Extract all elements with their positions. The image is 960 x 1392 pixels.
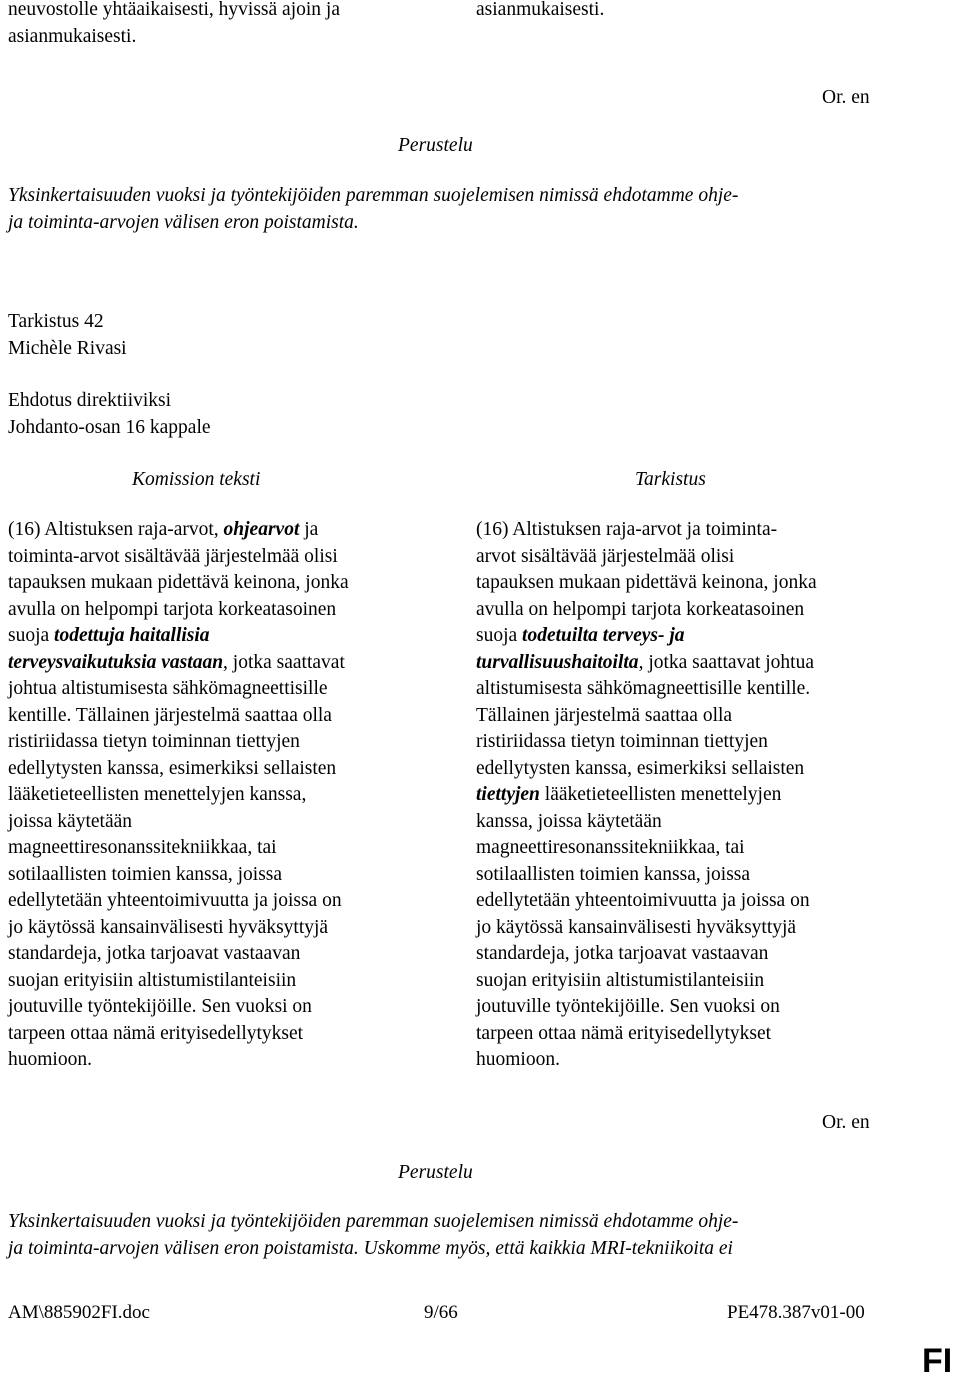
amendment-column-heading: Tarkistus	[635, 469, 706, 490]
changed-text: turvallisuushaitoilta	[476, 651, 639, 673]
text-line: joissa käytetään	[8, 810, 132, 832]
added-text: tiettyjen	[476, 784, 540, 805]
changed-text: todetuilta terveys- ja	[522, 625, 685, 646]
text-line: avulla on helpompi tarjota korkeatasoinen	[8, 598, 337, 620]
text-line: Yksinkertaisuuden vuoksi ja työntekijöiden paremman suojelemisen nimissä ehdotamme ohje-	[8, 1211, 739, 1232]
text-line: (16) Altistuksen raja-arvot ja toiminta-	[476, 519, 778, 540]
or-en-label: Or. en	[822, 1112, 870, 1133]
top-left-continuation	[8, 0, 340, 50]
or-en-label: Or. en	[822, 87, 870, 108]
text-line: turvallisuushaitoilta, jotka saattavat johtua	[476, 651, 815, 673]
text-line: edellytysten kanssa, esimerkiksi sellaisten	[476, 757, 805, 779]
text-line: neuvostolle yhtäaikaisesti, hyvissä ajoin ja	[8, 0, 340, 20]
amendment-title: Tarkistus 42	[8, 311, 104, 332]
footer-page-number: 9/66	[424, 1302, 458, 1323]
text-line: kentille. Tällainen järjestelmä saattaa olla	[8, 704, 332, 726]
text-line: sotilaallisten toimien kanssa, joissa	[476, 863, 751, 885]
top-right-continuation	[476, 0, 604, 24]
justification-2	[8, 1209, 738, 1262]
text-line: suoja todettuja haitallisia	[8, 625, 210, 646]
perustelu-heading: Perustelu	[398, 1162, 473, 1183]
commission-text-column	[8, 517, 349, 1074]
text-line: suoja todetuilta terveys- ja	[476, 625, 685, 646]
text-line: ristiriidassa tietyn toiminnan tiettyjen	[8, 731, 300, 752]
text-line: ristiriidassa tietyn toiminnan tiettyjen	[476, 731, 768, 752]
text-line: ja toiminta-arvojen välisen eron poistamista. Uskomme myös, että kaikkia MRI-tekniikoita ei	[8, 1237, 733, 1259]
text-line: tiettyjen lääketieteellisten menettelyjen	[476, 784, 782, 805]
text-line: tarpeen ottaa nämä erityisedellytykset	[476, 1022, 772, 1044]
footer-doc-ref: AM\885902FI.doc	[8, 1302, 150, 1323]
text-line: arvot sisältävää järjestelmää olisi	[476, 545, 735, 567]
text-line: Tällainen järjestelmä saattaa olla	[476, 704, 733, 726]
text-line: tarpeen ottaa nämä erityisedellytykset	[8, 1022, 304, 1044]
text-line: huomioon.	[8, 1049, 92, 1070]
text-line: edellytetään yhteentoimivuutta ja joissa on	[8, 890, 342, 911]
text-line: suojan erityisiin altistumistilanteisiin	[8, 969, 297, 991]
text-line: avulla on helpompi tarjota korkeatasoinen	[476, 598, 805, 620]
text-line: ja toiminta-arvojen välisen eron poistamista.	[8, 211, 359, 233]
text-line: standardeja, jotka tarjoavat vastaavan	[8, 943, 301, 964]
justification-1	[8, 183, 738, 236]
text-line: asianmukaisesti.	[476, 0, 605, 20]
amendment-text-column	[476, 517, 817, 1074]
recital-ref: Johdanto-osan 16 kappale	[8, 416, 211, 438]
text-line: edellytetään yhteentoimivuutta ja joissa on	[476, 890, 810, 911]
text-line: (16) Altistuksen raja-arvot, ohjearvot ja	[8, 519, 319, 540]
perustelu-heading: Perustelu	[398, 135, 473, 156]
text-line: jo käytössä kansainvälisesti hyväksyttyjä	[476, 916, 797, 938]
changed-text: terveysvaikutuksia vastaan	[8, 651, 224, 673]
text-line: altistumisesta sähkömagneettisille kentille.	[476, 678, 811, 699]
text-line: joutuville työntekijöille. Sen vuoksi on	[476, 996, 780, 1017]
text-line: Yksinkertaisuuden vuoksi ja työntekijöiden paremman suojelemisen nimissä ehdotamme ohje-	[8, 185, 739, 206]
commission-text-heading: Komission teksti	[132, 469, 261, 490]
text-line: terveysvaikutuksia vastaan, jotka saattavat	[8, 651, 345, 673]
changed-text: todettuja haitallisia	[54, 625, 210, 646]
text-line: johtua altistumisesta sähkömagneettisille	[8, 678, 328, 699]
amendment-author: Michèle Rivasi	[8, 337, 127, 359]
text-line: toiminta-arvot sisältävää järjestelmää olisi	[8, 545, 338, 567]
amendment-header	[8, 309, 127, 362]
text-line: standardeja, jotka tarjoavat vastaavan	[476, 943, 769, 964]
text-line: sotilaallisten toimien kanssa, joissa	[8, 863, 283, 885]
proposal-title: Ehdotus direktiiviksi	[8, 390, 172, 411]
text-line: magneettiresonanssitekniikkaa, tai	[8, 837, 277, 858]
deleted-text: ohjearvot	[223, 519, 300, 540]
text-line: asianmukaisesti.	[8, 25, 137, 47]
text-line: joutuville työntekijöille. Sen vuoksi on	[8, 996, 312, 1017]
footer-language-code: FI	[922, 1342, 953, 1380]
footer-pe-ref: PE478.387v01-00	[727, 1302, 865, 1323]
text-line: lääketieteellisten menettelyjen kanssa,	[8, 784, 307, 805]
text-line: kanssa, joissa käytetään	[476, 810, 662, 832]
amendment-target	[8, 388, 211, 441]
text-line: suojan erityisiin altistumistilanteisiin	[476, 969, 765, 991]
text-line: tapauksen mukaan pidettävä keinona, jonka	[476, 572, 817, 593]
text-line: magneettiresonanssitekniikkaa, tai	[476, 837, 745, 858]
text-line: huomioon.	[476, 1049, 560, 1070]
text-line: tapauksen mukaan pidettävä keinona, jonka	[8, 572, 349, 593]
text-line: jo käytössä kansainvälisesti hyväksyttyjä	[8, 916, 329, 938]
text-line: edellytysten kanssa, esimerkiksi sellaisten	[8, 757, 337, 779]
